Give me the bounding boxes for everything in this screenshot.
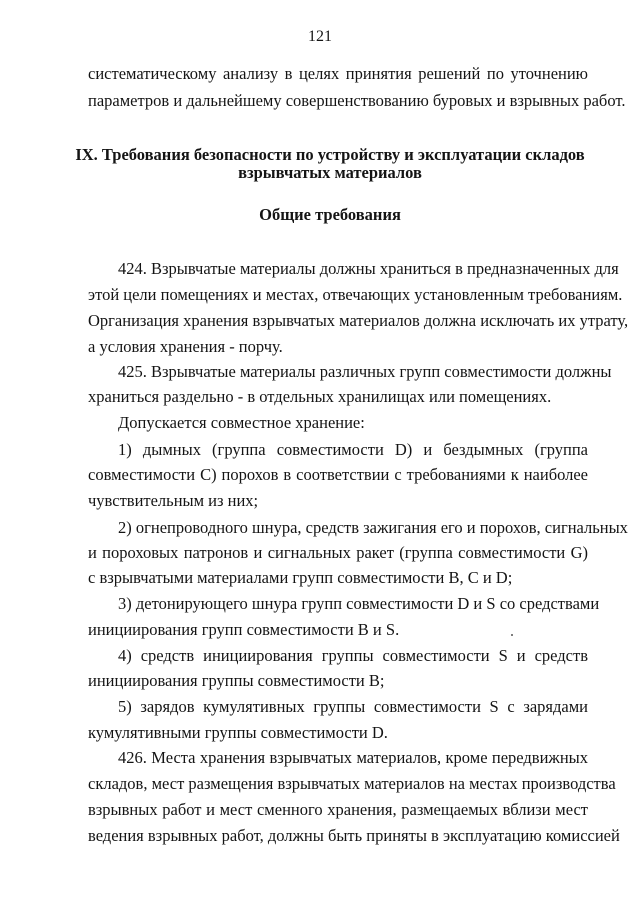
- item1-line-2: совместимости C) порохов в соответствии с требованиями к наиболее: [88, 465, 588, 484]
- item5-line-1: 5) зарядов кумулятивных группы совместимости S с зарядами: [118, 697, 588, 716]
- item3-line-1: 3) детонирующего шнура групп совместимости D и S со средствами: [118, 594, 600, 613]
- subheading: Общие требования: [259, 205, 401, 224]
- allowed-storage-line: Допускается совместное хранение:: [118, 413, 365, 432]
- p426-line-1: 426. Места хранения взрывчатых материалов, кроме передвижных: [118, 748, 588, 767]
- p424-line-2: этой цели помещениях и местах, отвечающих установленным требованиям.: [88, 285, 623, 304]
- p424-line-1: 424. Взрывчатые материалы должны храниться в предназначенных для: [118, 259, 619, 278]
- item4-line-2: инициирования группы совместимости B;: [88, 671, 385, 690]
- scan-speck: [511, 634, 513, 636]
- section-title-line-1: IX. Требования безопасности по устройству и эксплуатации складов: [75, 145, 585, 164]
- item4-line-1: 4) средств инициирования группы совместимости S и средств: [118, 646, 588, 665]
- item1-line-3: чувствительным из них;: [88, 491, 259, 510]
- p426-line-3: взрывных работ и мест сменного хранения, размещаемых вблизи мест: [88, 800, 588, 819]
- item5-line-2: кумулятивными группы совместимости D.: [88, 723, 388, 742]
- item2-line-1: 2) огнепроводного шнура, средств зажигания его и порохов, сигнальных: [118, 518, 628, 537]
- p424-line-3: Организация хранения взрывчатых материалов должна исключать их утрату,: [88, 311, 629, 330]
- intro-line-2: параметров и дальнейшему совершенствованию буровых и взрывных работ.: [88, 91, 626, 110]
- item1-line-1: 1) дымных (группа совместимости D) и бездымных (группа: [118, 440, 588, 459]
- p424-line-4: а условия хранения - порчу.: [88, 337, 283, 356]
- p426-line-4: ведения взрывных работ, должны быть приняты в эксплуатацию комиссией: [88, 826, 620, 845]
- p426-line-2: складов, мест размещения взрывчатых материалов на местах производства: [88, 774, 616, 793]
- intro-line-1: систематическому анализу в целях принятия решений по уточнению: [88, 64, 588, 83]
- p425-line-1: 425. Взрывчатые материалы различных групп совместимости должны: [118, 362, 612, 381]
- page-number: 121: [308, 28, 332, 45]
- item3-line-2: инициирования групп совместимости B и S.: [88, 620, 400, 639]
- item2-line-3: с взрывчатыми материалами групп совместимости B, C и D;: [88, 568, 513, 587]
- p425-line-2: храниться раздельно - в отдельных хранилищах или помещениях.: [88, 387, 552, 406]
- item2-line-2: и пороховых патронов и сигнальных ракет (группа совместимости G): [88, 543, 588, 562]
- section-title-line-2: взрывчатых материалов: [238, 163, 422, 182]
